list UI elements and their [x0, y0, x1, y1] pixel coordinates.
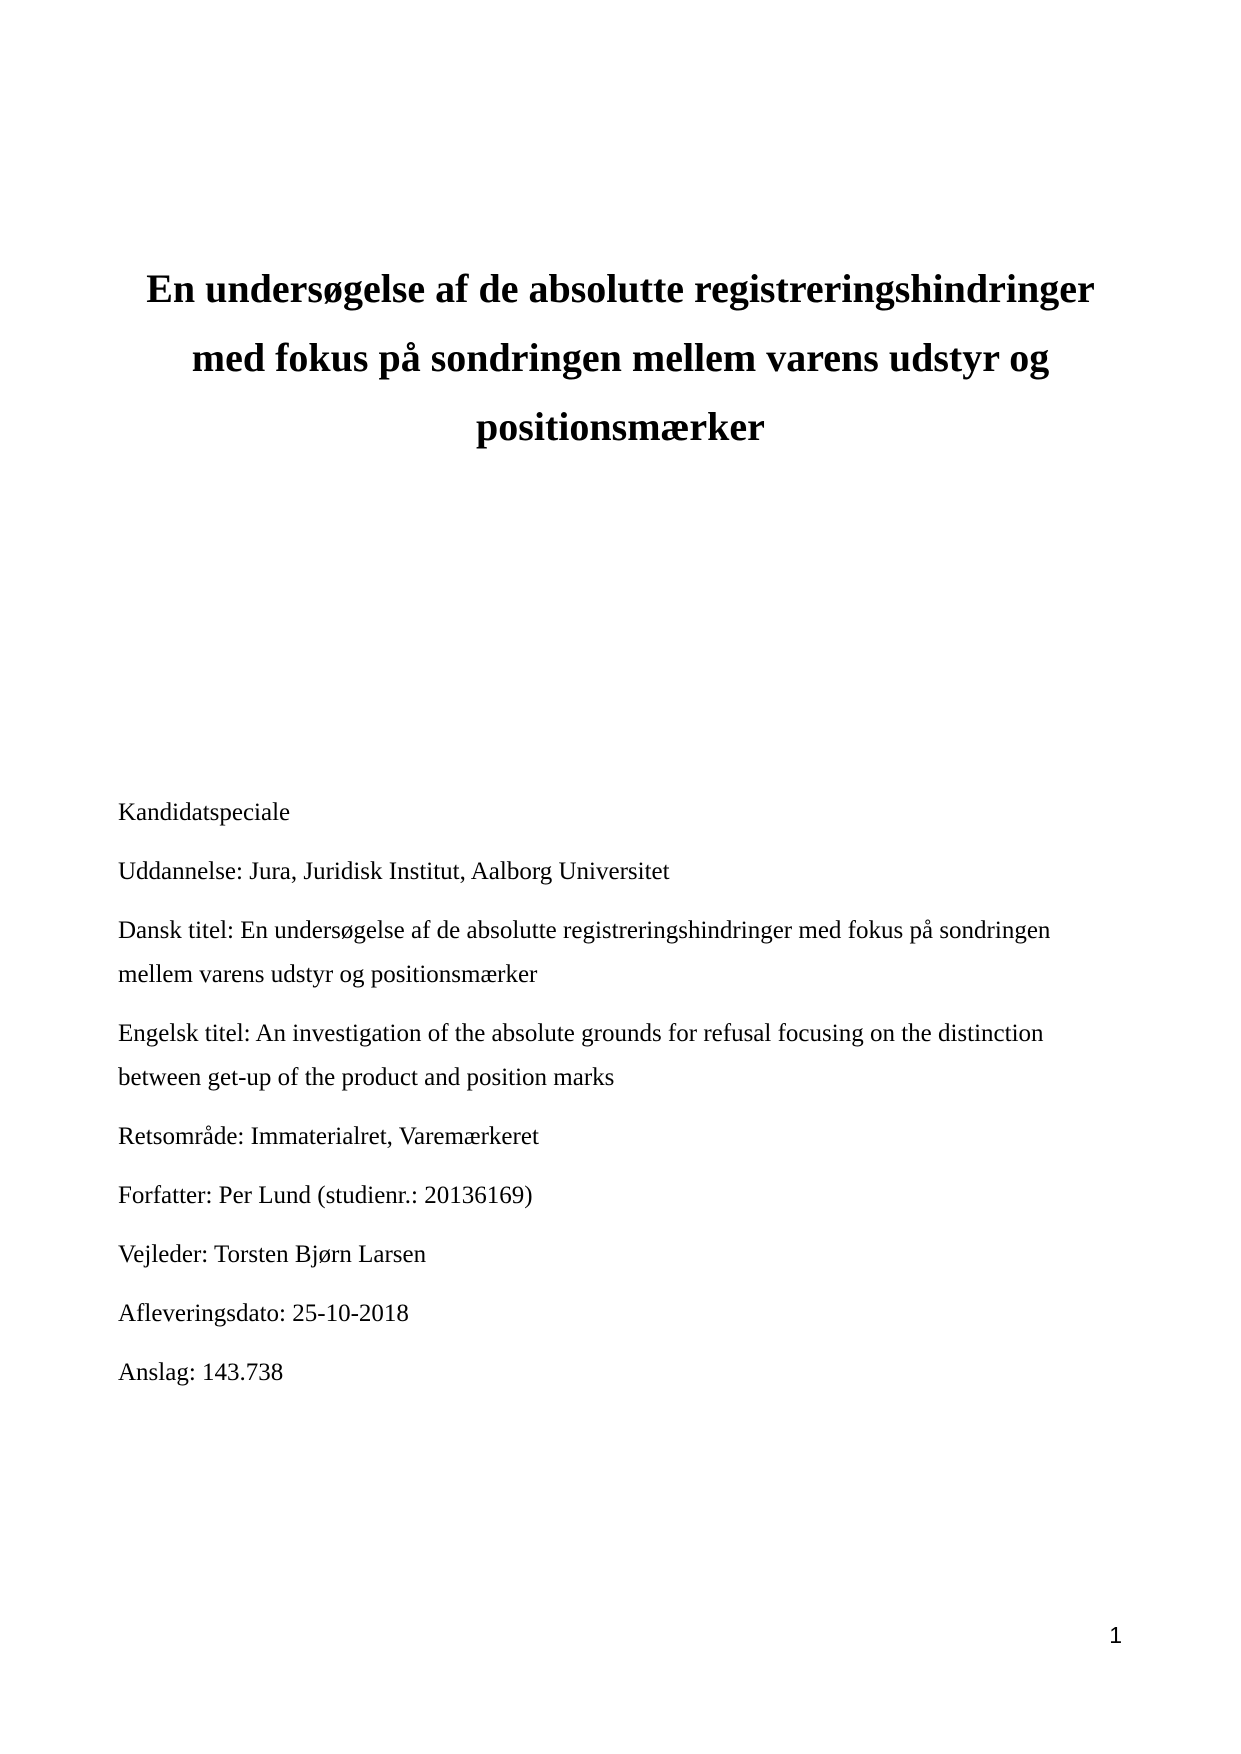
title-line-1: En undersøgelse af de absolutte registreringshindringer — [146, 266, 1095, 311]
submission-date-line: Afleveringsdato: 25-10-2018 — [118, 1300, 409, 1327]
document-title — [115, 254, 1126, 461]
education-line: Uddannelse: Jura, Juridisk Institut, Aalborg Universitet — [118, 858, 670, 885]
page-number: 1 — [1109, 1622, 1122, 1648]
title-line-3: positionsmærker — [476, 404, 765, 449]
supervisor-line: Vejleder: Torsten Bjørn Larsen — [118, 1241, 427, 1268]
thesis-metadata-section — [118, 791, 1128, 1395]
danish-title-line: Dansk titel: En undersøgelse af de absolutte registreringshindringer med fokus på sondringen mellem varens udstyr og positionsmærker — [118, 917, 1051, 988]
character-count-line: Anslag: 143.738 — [118, 1359, 284, 1386]
english-title-line: Engelsk titel: An investigation of the absolute grounds for refusal focusing on the distinction between get-up of the product and position marks — [118, 1020, 1044, 1091]
title-line-2: med fokus på sondringen mellem varens udstyr og — [191, 335, 1050, 380]
thesis-type-line: Kandidatspeciale — [118, 799, 291, 826]
legal-area-line: Retsområde: Immaterialret, Varemærkeret — [118, 1123, 539, 1150]
author-line: Forfatter: Per Lund (studienr.: 20136169) — [118, 1182, 533, 1209]
